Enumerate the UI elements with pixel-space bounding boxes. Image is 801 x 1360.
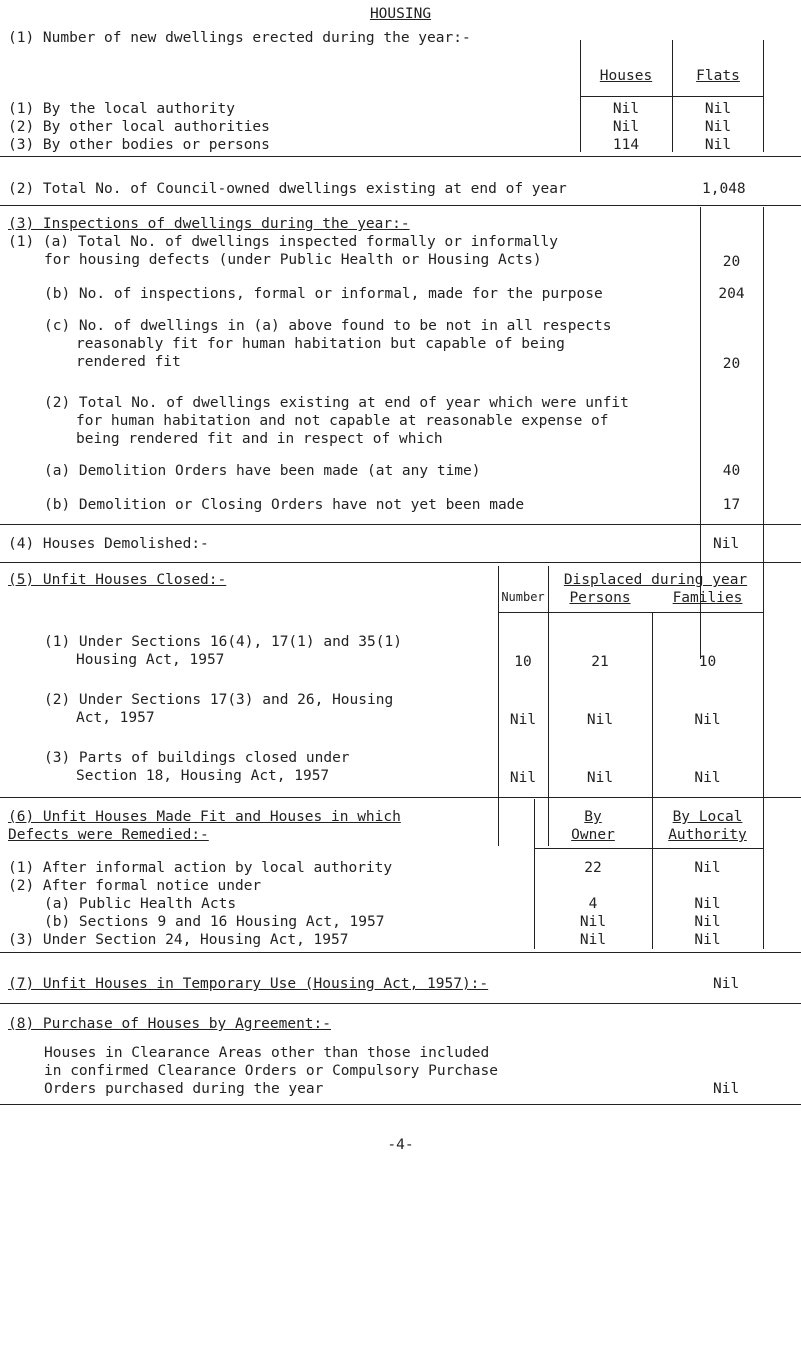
s1-row-label: (1) By the local authority: [8, 101, 235, 117]
s1-header-rule: [580, 96, 764, 97]
s1-col-flats: Flats: [696, 68, 740, 84]
s5-row-families: Nil: [694, 712, 721, 728]
s6-col-la-1: By Local: [672, 809, 743, 825]
s7-value: Nil: [713, 976, 740, 992]
s6-divider-3: [763, 799, 764, 949]
s3-b-value: 204: [718, 286, 745, 302]
s1-row-houses: Nil: [612, 101, 640, 117]
s2-value: 1,048: [702, 181, 746, 197]
s5-row-families: 10: [698, 654, 717, 670]
s5-row-number: 10: [514, 654, 532, 670]
s8-line3: Orders purchased during the year: [44, 1081, 324, 1097]
section-divider: [0, 797, 801, 798]
s5-divider-2: [548, 566, 549, 846]
s6-col-la-2: Authority: [668, 827, 747, 843]
s5-row-line2: Section 18, Housing Act, 1957: [76, 768, 330, 784]
s3-e-line: (b) Demolition or Closing Orders have not yet been made: [44, 497, 525, 513]
s5-row-line2: Act, 1957: [76, 710, 155, 726]
s5-header-rule: [498, 612, 764, 613]
s6-row-owner: 4: [588, 896, 598, 912]
s6-row-owner: Nil: [579, 914, 607, 930]
s3-d-value: 40: [722, 463, 741, 479]
s3-d-line: (a) Demolition Orders have been made (at any time): [44, 463, 481, 479]
s5-row-persons: Nil: [586, 770, 614, 786]
s6-row-la: Nil: [694, 932, 721, 948]
section-divider: [0, 156, 801, 157]
s6-header-rule: [534, 848, 764, 849]
s6-col-owner-1: By: [584, 809, 602, 825]
s5-row-line1: (3) Parts of buildings closed under: [44, 750, 350, 766]
s5-row-line1: (2) Under Sections 17(3) and 26, Housing: [44, 692, 394, 708]
s5-col-number: Number: [501, 590, 545, 604]
s3-t-line3: being rendered fit and in respect of which: [76, 431, 443, 447]
s1-row-flats: Nil: [704, 119, 732, 135]
s1-row-houses: 114: [612, 137, 640, 153]
s4-value: Nil: [713, 536, 740, 552]
s1-row-houses: Nil: [612, 119, 640, 135]
s5-col-persons: Persons: [569, 590, 631, 606]
s5-row-persons: 21: [591, 654, 609, 670]
s7-label: (7) Unfit Houses in Temporary Use (Housing Act, 1957):-: [8, 976, 489, 992]
s3-a-line1: (1) (a) Total No. of dwellings inspected formally or informally: [8, 234, 558, 250]
s5-col-families: Families: [672, 590, 743, 606]
s5-row-line1: (1) Under Sections 16(4), 17(1) and 35(1): [44, 634, 402, 650]
page-number: -4-: [387, 1137, 414, 1153]
s3-c-line2: reasonably fit for human habitation but capable of being: [76, 336, 565, 352]
s6-row-label: (3) Under Section 24, Housing Act, 1957: [8, 932, 349, 948]
s3-c-value: 20: [722, 356, 741, 372]
s8-value: Nil: [713, 1081, 740, 1097]
s8-line2: in confirmed Clearance Orders or Compulsory Purchase: [44, 1063, 498, 1079]
s5-col-displaced: Displaced during year: [563, 572, 748, 588]
s5-row-persons: Nil: [586, 712, 614, 728]
s1-col-houses: Houses: [599, 68, 653, 84]
s5-row-line2: Housing Act, 1957: [76, 652, 225, 668]
s6-row-label: (2) After formal notice under: [8, 878, 262, 894]
s2-label: (2) Total No. of Council-owned dwellings existing at end of year: [8, 181, 567, 197]
s4-label: (4) Houses Demolished:-: [8, 536, 209, 552]
page-title: HOUSING: [369, 6, 432, 22]
s6-col-owner-2: Owner: [571, 827, 615, 843]
section-divider: [0, 524, 801, 525]
s5-row-families: Nil: [694, 770, 721, 786]
s5-row-number: Nil: [509, 770, 537, 786]
s6-row-la: Nil: [694, 860, 721, 876]
s6-row-la: Nil: [694, 896, 721, 912]
s3-c-line1: (c) No. of dwellings in (a) above found to be not in all respects: [44, 318, 612, 334]
section-divider: [0, 562, 801, 563]
s8-label: (8) Purchase of Houses by Agreement:-: [8, 1016, 332, 1032]
s5-divider-1: [498, 566, 499, 846]
section-divider: [0, 1003, 801, 1004]
s6-row-label: (b) Sections 9 and 16 Housing Act, 1957: [44, 914, 385, 930]
s6-row-label: (a) Public Health Acts: [44, 896, 237, 912]
s1-row-flats: Nil: [704, 137, 732, 153]
s3-a-line2: for housing defects (under Public Health or Housing Acts): [44, 252, 542, 268]
s6-row-la: Nil: [694, 914, 721, 930]
s1-row-label: (2) By other local authorities: [8, 119, 270, 135]
s6-row-label: (1) After informal action by local authority: [8, 860, 393, 876]
s6-label-line1: (6) Unfit Houses Made Fit and Houses in which: [8, 809, 401, 825]
s3-c-line3: rendered fit: [76, 354, 181, 370]
s5-label: (5) Unfit Houses Closed:-: [8, 572, 227, 588]
s6-label-line2: Defects were Remedied:-: [8, 827, 209, 843]
s3-heading: (3) Inspections of dwellings during the year:-: [8, 216, 410, 232]
s3-e-value: 17: [722, 497, 741, 513]
s1-row-flats: Nil: [704, 101, 732, 117]
s8-line1: Houses in Clearance Areas other than those included: [44, 1045, 490, 1061]
s3-a-value: 20: [722, 254, 741, 270]
s1-label: (1) Number of new dwellings erected during the year:-: [8, 30, 471, 46]
s3-b-line: (b) No. of inspections, formal or informal, made for the purpose: [44, 286, 603, 302]
s3-t-line2: for human habitation and not capable at reasonable expense of: [76, 413, 609, 429]
section-divider: [0, 952, 801, 953]
s5-row-number: Nil: [509, 712, 537, 728]
s6-row-owner: 22: [584, 860, 602, 876]
s1-row-label: (3) By other bodies or persons: [8, 137, 270, 153]
section-divider: [0, 1104, 801, 1105]
s3-t-line1: (2) Total No. of dwellings existing at end of year which were unfit: [44, 395, 629, 411]
section-divider: [0, 205, 801, 206]
s6-row-owner: Nil: [579, 932, 607, 948]
